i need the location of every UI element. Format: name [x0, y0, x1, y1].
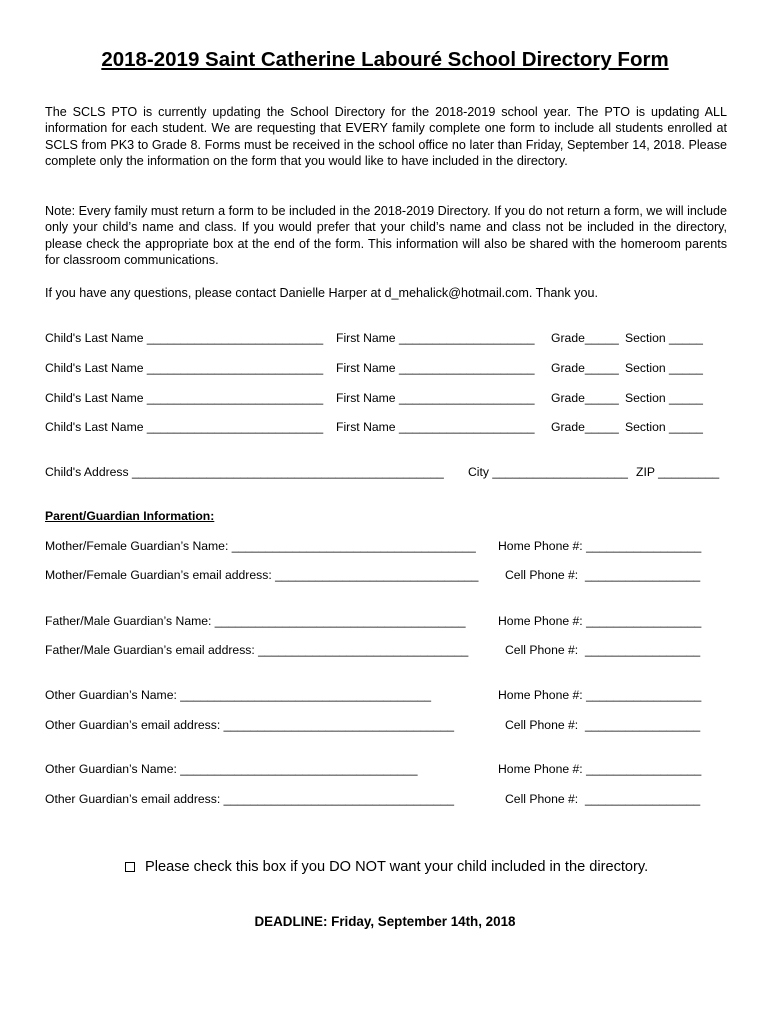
child-first-name-field[interactable]: First Name ____________________: [336, 361, 535, 375]
child-grade-field[interactable]: Grade_____: [551, 361, 619, 375]
opt-out-row: [125, 859, 648, 875]
other-guardian-cell-phone-field[interactable]: Cell Phone #: _________________: [505, 718, 701, 732]
mother-email-field[interactable]: Mother/Female Guardian’s email address: ______________________________: [45, 568, 479, 582]
child-first-name-field[interactable]: First Name ____________________: [336, 391, 535, 405]
form-title: 2018-2019 Saint Catherine Labouré School Directory Form: [101, 48, 669, 71]
child-first-name-field[interactable]: First Name ____________________: [336, 420, 535, 434]
child-grade-field[interactable]: Grade_____: [551, 331, 619, 345]
other-guardian-email-field[interactable]: Other Guardian’s email address: __________________________________: [45, 718, 455, 732]
contact-paragraph: If you have any questions, please contact Danielle Harper at d_mehalick@hotmail.com. Thank you.: [45, 286, 598, 300]
child-grade-field[interactable]: Grade_____: [551, 420, 619, 434]
note-paragraph: Note: Every family must return a form to be included in the 2018-2019 Directory. If you do not return a form, we will include only your child’s name and class. If you would prefer that your child’s name and class not be included in the directory, please check the appropriate box at the end of the form. This information will also be shared with the homeroom parents for classroom communications.: [45, 204, 727, 267]
child-address-field[interactable]: Child's Address ______________________________________________: [45, 465, 444, 479]
child-first-name-field[interactable]: First Name ____________________: [336, 331, 535, 345]
child-grade-field[interactable]: Grade_____: [551, 391, 619, 405]
mother-name-field[interactable]: Mother/Female Guardian’s Name: ____________________________________: [45, 539, 476, 553]
other-guardian-cell-phone-field[interactable]: Cell Phone #: _________________: [505, 792, 701, 806]
child-last-name-field[interactable]: Child's Last Name __________________________: [45, 420, 324, 434]
child-section-field[interactable]: Section _____: [625, 391, 703, 405]
deadline-text: DEADLINE: Friday, September 14th, 2018: [254, 914, 516, 929]
other-guardian-home-phone-field[interactable]: Home Phone #: _________________: [498, 688, 702, 702]
mother-home-phone-field[interactable]: Home Phone #: _________________: [498, 539, 702, 553]
zip-field[interactable]: ZIP _________: [636, 465, 720, 479]
intro-paragraph: The SCLS PTO is currently updating the School Directory for the 2018-2019 school year. The PTO is updating ALL information for each student. We are requesting that EVERY family complete one form to include all students enrolled at SCLS from PK3 to Grade 8. Forms must be received in the school office no later than Friday, September 14, 2018. Please complete only the information on the form that you would like to have included in the directory.: [45, 105, 727, 168]
child-section-field[interactable]: Section _____: [625, 420, 703, 434]
other-guardian-email-field[interactable]: Other Guardian’s email address: __________________________________: [45, 792, 455, 806]
other-guardian-name-field[interactable]: Other Guardian’s Name: _____________________________________: [45, 688, 432, 702]
child-last-name-field[interactable]: Child's Last Name __________________________: [45, 361, 324, 375]
child-section-field[interactable]: Section _____: [625, 331, 703, 345]
child-section-field[interactable]: Section _____: [625, 361, 703, 375]
father-email-field[interactable]: Father/Male Guardian’s email address: _______________________________: [45, 643, 469, 657]
opt-out-checkbox[interactable]: [125, 862, 135, 872]
father-cell-phone-field[interactable]: Cell Phone #: _________________: [505, 643, 701, 657]
mother-cell-phone-field[interactable]: Cell Phone #: _________________: [505, 568, 701, 582]
other-guardian-name-field[interactable]: Other Guardian’s Name: ___________________________________: [45, 762, 418, 776]
father-name-field[interactable]: Father/Male Guardian’s Name: _____________________________________: [45, 614, 466, 628]
city-field[interactable]: City ____________________: [468, 465, 628, 479]
other-guardian-home-phone-field[interactable]: Home Phone #: _________________: [498, 762, 702, 776]
opt-out-label: Please check this box if you DO NOT want your child included in the directory.: [145, 859, 649, 875]
child-last-name-field[interactable]: Child's Last Name __________________________: [45, 391, 324, 405]
father-home-phone-field[interactable]: Home Phone #: _________________: [498, 614, 702, 628]
guardian-heading: Parent/Guardian Information:: [45, 509, 215, 523]
child-last-name-field[interactable]: Child's Last Name __________________________: [45, 331, 324, 345]
